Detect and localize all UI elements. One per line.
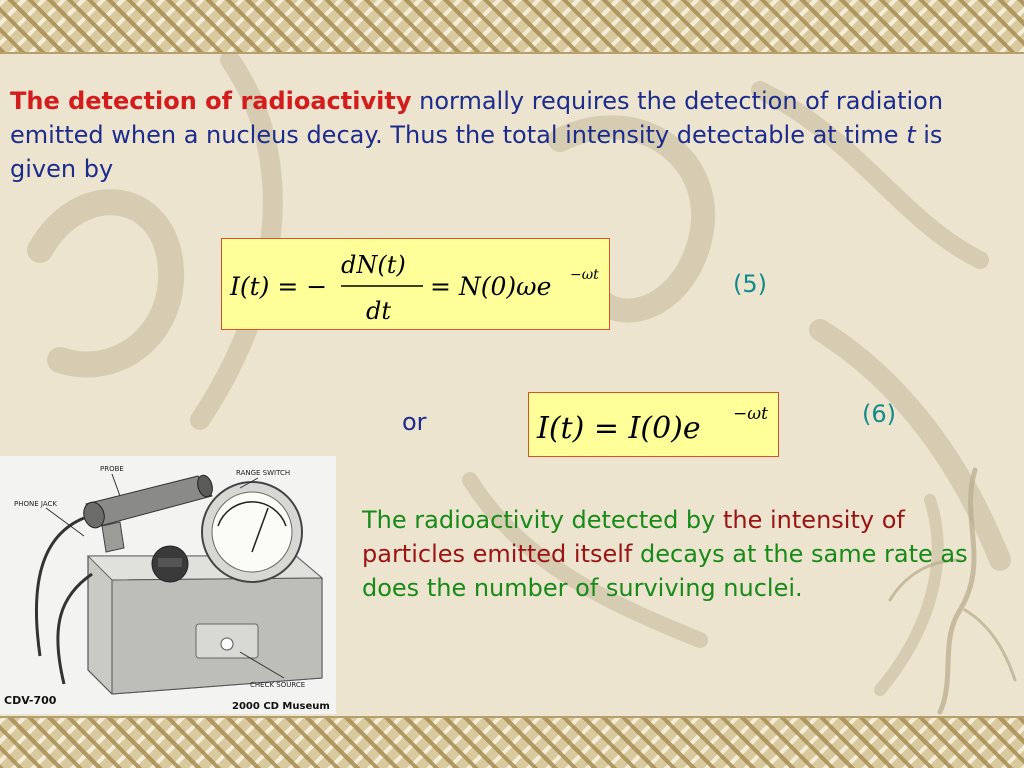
intro-text-b: is given by — [10, 121, 943, 183]
or-connector: or — [402, 408, 427, 436]
photo-label-check-source: CHECK SOURCE — [250, 681, 306, 689]
equation-5-box — [221, 238, 610, 330]
equation-5 — [222, 239, 609, 329]
eq5-denominator: dt — [366, 297, 392, 325]
cdv700-illustration — [0, 456, 336, 714]
intro-text-a: normally requires the detection of radiation emitted when a nucleus decay. Thus the total intensity detectable at time — [10, 87, 944, 149]
eq5-lhs: I(t) = − — [230, 272, 328, 301]
photo-label-range-switch: RANGE SWITCH — [236, 469, 291, 477]
decorative-border-top — [0, 0, 1024, 54]
photo-credit: 2000 CD Museum — [232, 701, 330, 712]
eq5-numerator: dN(t) — [341, 251, 406, 279]
photo-label-phone-jack: PHONE JACK — [14, 500, 57, 508]
intro-variable-t: t — [906, 121, 916, 149]
decorative-border-bottom — [0, 716, 1024, 768]
intro-lead: The detection of radioactivity — [10, 87, 412, 115]
eq6-expression: I(t) = I(0)e — [537, 411, 701, 446]
photo-model-label: CDV-700 — [4, 694, 57, 707]
equation-6-number: (6) — [862, 400, 896, 428]
cdv700-photo — [0, 456, 336, 714]
equation-6 — [529, 393, 778, 456]
note-text-a: The radioactivity detected by — [362, 506, 723, 534]
equation-6-box — [528, 392, 779, 457]
equation-5-number: (5) — [733, 270, 767, 298]
intro-paragraph — [10, 84, 1010, 186]
eq5-rhs: = N(0)ωe — [430, 272, 552, 301]
photo-label-probe: PROBE — [100, 465, 124, 473]
eq5-exponent: −ωt — [570, 267, 599, 283]
note-text-b: decays at the same rate as does the number of surviving nuclei. — [362, 540, 968, 602]
eq6-exponent: −ωt — [733, 404, 768, 424]
note-paragraph — [362, 503, 1002, 605]
note-highlight: the intensity of particles emitted itself — [362, 506, 905, 568]
